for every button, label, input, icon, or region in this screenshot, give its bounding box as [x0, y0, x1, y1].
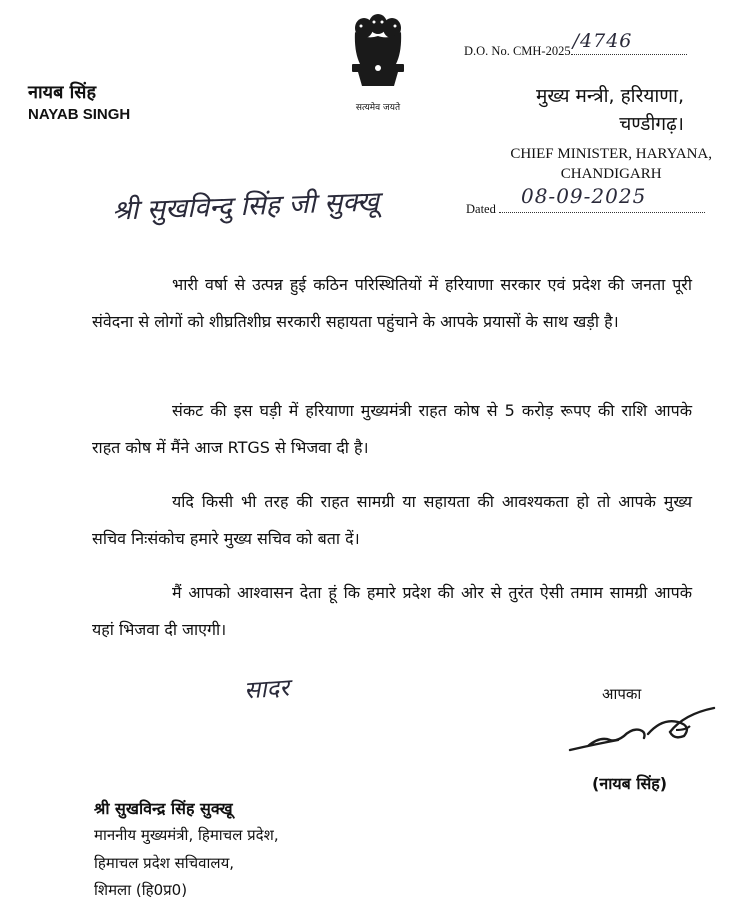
national-emblem-icon — [338, 6, 418, 114]
body-paragraph-4: मैं आपको आश्वासन देता हूं कि हमारे प्रदेश की ओर से तुरंत ऐसी तमाम सामग्री आपके यहां भिजवा दी जाएगी। — [92, 583, 692, 639]
office-title-english: CHIEF MINISTER, HARYANA, — [510, 146, 712, 162]
recipient-address-line-1: माननीय मुख्यमंत्री, हिमाचल प्रदेश, — [94, 826, 279, 844]
date-line — [466, 184, 705, 217]
sender-name-hindi: नायब सिंह — [28, 82, 97, 103]
office-block-english — [510, 144, 712, 184]
office-city-english: CHANDIGARH — [560, 166, 662, 182]
date-field — [499, 184, 705, 213]
do-number: /4746 — [572, 30, 633, 52]
date-value: 08-09-2025 — [520, 184, 647, 208]
signature-icon — [566, 700, 716, 760]
body-paragraph-1: भारी वर्षा से उत्पन्न हुई कठिन परिस्थितियों में हरियाणा सरकार एवं प्रदेश की जनता पूरी संवेदना से लोगों को शीघ्रतिशीघ्र सरकारी सहायता पहुंचाने के आपके प्रयासों के साथ खड़ी है। — [92, 275, 692, 331]
recipient-address-line-3: शिमला (हि0प्र0) — [94, 881, 188, 899]
do-number-field — [571, 30, 687, 55]
body-paragraph-2: संकट की इस घड़ी में हरियाणा मुख्यमंत्री राहत कोष से 5 करोड़ रूपए की राशि आपके राहत कोष में मैंने आज RTGS से भिजवा दी है। — [92, 401, 692, 457]
office-title-hindi: मुख्य मन्त्री, हरियाणा, — [536, 85, 684, 107]
emblem-motto: सत्यमेव जयते — [355, 103, 401, 113]
office-block-hindi — [536, 82, 684, 138]
recipient-address-line-2: हिमाचल प्रदेश सचिवालय, — [94, 854, 235, 872]
salutation: श्री सुखविन्दु सिंह जी सुक्खू — [111, 186, 380, 227]
date-label: Dated — [466, 202, 496, 216]
closing: आपका — [602, 685, 642, 703]
handwritten-regards: सादर — [243, 673, 290, 705]
do-label: D.O. No. CMH-2025 — [464, 44, 571, 58]
recipient-name: श्री सुखविन्द्र सिंह सुक्खू — [94, 799, 233, 818]
office-city-hindi: चण्डीगढ़। — [619, 113, 684, 135]
body-paragraph-3: यदि किसी भी तरह की राहत सामग्री या सहायता की आवश्यकता हो तो आपके मुख्य सचिव निःसंकोच हमारे मुख्य सचिव को बता दें। — [92, 492, 692, 548]
sender-name-english: NAYAB SINGH — [28, 106, 131, 123]
signer-name: (नायब सिंह) — [592, 774, 668, 793]
do-reference — [464, 30, 687, 59]
